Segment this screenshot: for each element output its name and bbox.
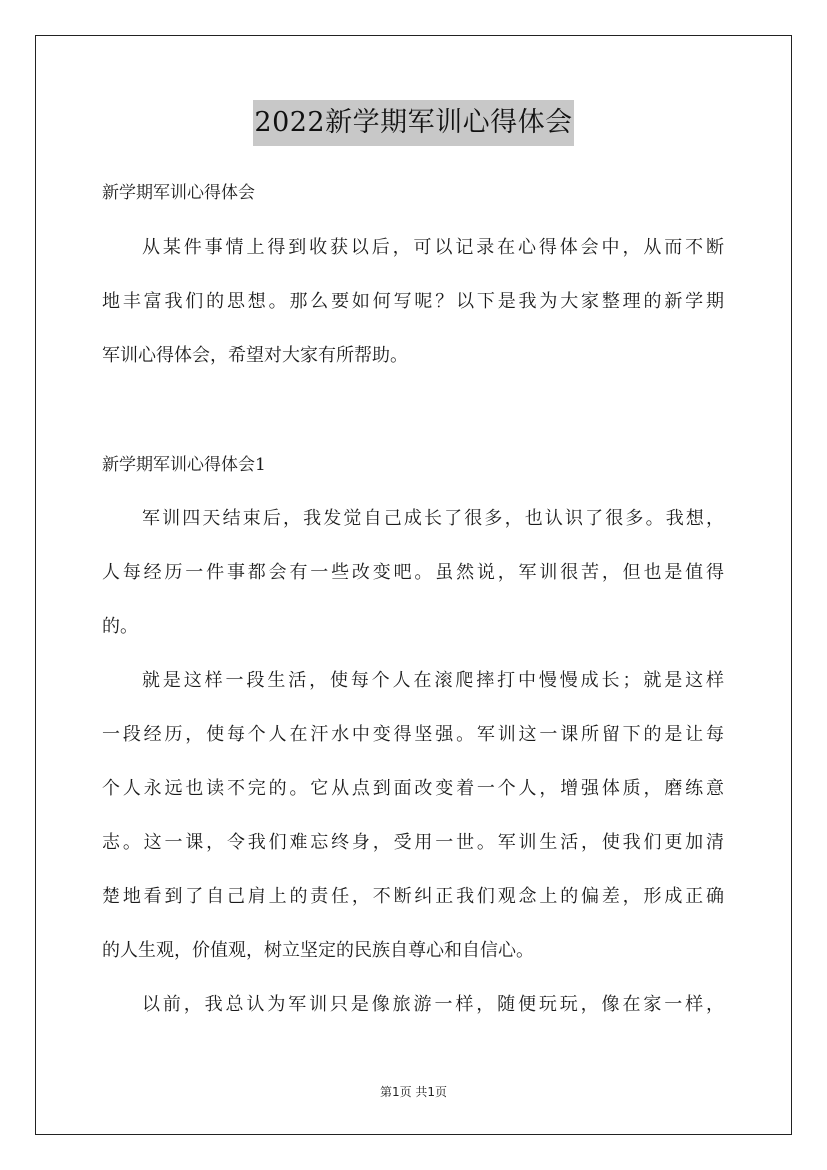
para2-line-1: 就是这样一段生活，使每个人在滚爬摔打中慢慢成长；就是这样 [142,670,724,691]
intro-heading: 新学期军训心得体会 [102,183,255,203]
document-title: 2022新学期军训心得体会 [253,100,573,146]
title-container [0,100,827,146]
para2-line-6: 的人生观，价值观，树立坚定的民族自尊心和自信心。 [102,940,534,961]
para2-line-4: 志。这一课，令我们难忘终身，受用一世。军训生活，使我们更加清 [102,832,724,853]
para2-line-5: 楚地看到了自己肩上的责任，不断纠正我们观念上的偏差，形成正确 [102,886,724,907]
page-footer: 第1页 共1页 [379,1085,448,1099]
intro-line-1: 从某件事情上得到收获以后，可以记录在心得体会中，从而不断 [142,237,724,258]
para1-line-1: 军训四天结束后，我发觉自己成长了很多，也认识了很多。我想， [142,508,724,529]
section1-heading: 新学期军训心得体会1 [102,455,266,475]
intro-line-3: 军训心得体会，希望对大家有所帮助。 [102,345,408,366]
para2-line-2: 一段经历，使每个人在汗水中变得坚强。军训这一课所留下的是让每 [102,724,724,745]
para1-line-2: 人每经历一件事都会有一些改变吧。虽然说，军训很苦，但也是值得 [102,562,724,583]
intro-line-2: 地丰富我们的思想。那么要如何写呢？以下是我为大家整理的新学期 [102,291,724,312]
para3-line-1: 以前，我总认为军训只是像旅游一样，随便玩玩，像在家一样， [142,994,724,1015]
para2-line-3: 个人永远也读不完的。它从点到面改变着一个人，增强体质，磨练意 [102,778,724,799]
para1-line-3: 的。 [102,616,138,637]
